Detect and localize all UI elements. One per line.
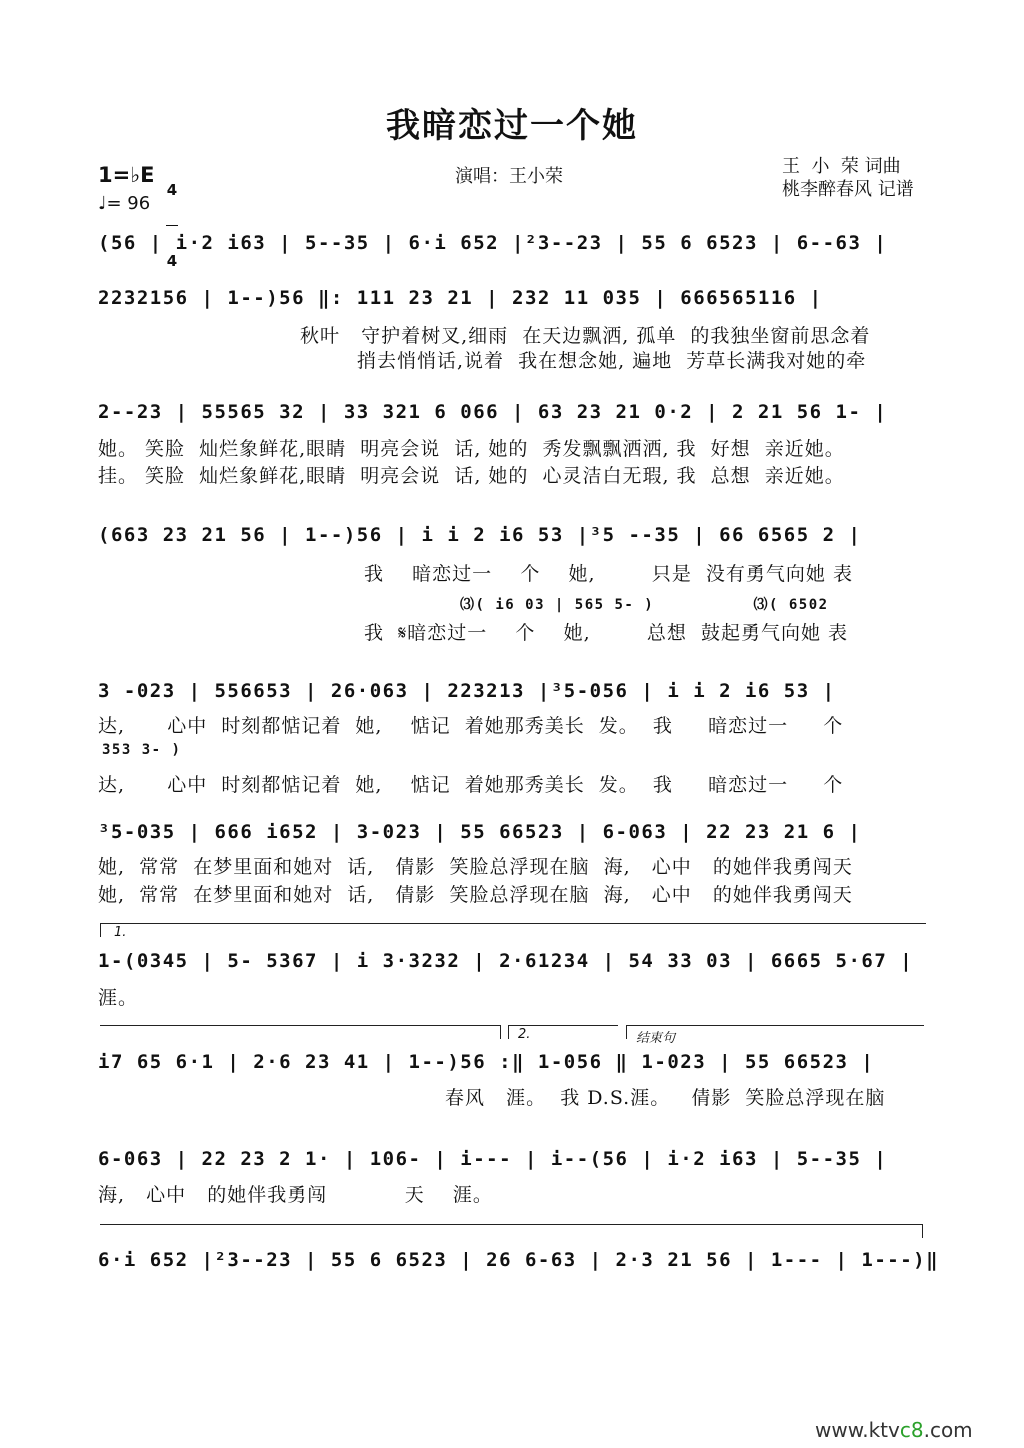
staff-line-1: (56 | i·2 i63 | 5--35 | 6·i 652 |²3--23 | 55 6 6523 | 6--63 | <box>98 232 888 254</box>
performer: 演唱：王小荣 <box>455 166 563 187</box>
volta-1-label: 1. <box>114 925 127 940</box>
lyric-line-7: 涯。 <box>98 987 139 1009</box>
staff-line-5-alt: 353 3- ) <box>102 742 182 758</box>
staff-line-4-alt: ⑶( i6 03 | 565 5- ) ⑶( 6502 <box>460 597 829 613</box>
lyric-line-3b: 挂。 笑脸 灿烂象鲜花,眼睛 明亮会说 话, 她的 心灵洁白无瑕, 我 总想 亲近她。 <box>98 465 845 487</box>
lyric-line-4a: 我 暗恋过一 个 她, 只是 没有勇气向她 表 <box>364 563 853 585</box>
staff-line-8: i7 65 6·1 | 2·6 23 41 | 1--)56 :‖ 1-056 ‖ 1-023 | 55 66523 | <box>98 1051 875 1073</box>
time-signature-top: 4 <box>166 181 178 199</box>
lyric-line-3a: 她。 笑脸 灿烂象鲜花,眼睛 明亮会说 话, 她的 秀发飘飘洒洒, 我 好想 亲近她。 <box>98 438 845 460</box>
lyric-line-5a: 达, 心中 时刻都惦记着 她, 惦记 着她那秀美长 发。 我 暗恋过一 个 <box>98 715 844 737</box>
staff-line-5: 3 -023 | 556653 | 26·063 | 223213 |³5-056 | i i 2 i6 53 | <box>98 680 836 702</box>
staff-line-3: 2--23 | 55565 32 | 33 321 6 066 | 63 23 21 0·2 | 2 21 56 1- | <box>98 401 888 423</box>
volta-2-bracket <box>508 1025 618 1026</box>
lyric-line-8: 春风 涯。 我 D.S.涯。 倩影 笑脸总浮现在脑 <box>445 1087 886 1109</box>
composer-credit: 王 小 荣 词曲 <box>782 156 901 177</box>
lyric-line-6a: 她, 常常 在梦里面和她对 话, 倩影 笑脸总浮现在脑 海, 心中 的她伴我勇闯天 <box>98 856 853 878</box>
watermark-suffix: .com <box>923 1418 973 1442</box>
staff-line-7: 1-(0345 | 5- 5367 | i 3·3232 | 2·61234 | 54 33 03 | 6665 5·67 | <box>98 950 914 972</box>
lyric-line-4b: 我 𝄋暗恋过一 个 她, 总想 鼓起勇气向她 表 <box>364 622 849 644</box>
lyric-line-6b: 她, 常常 在梦里面和她对 话, 倩影 笑脸总浮现在脑 海, 心中 的她伴我勇闯天 <box>98 884 853 906</box>
volta-1-continuation-end <box>500 1025 501 1039</box>
page-title: 我暗恋过一个她 <box>386 106 638 146</box>
volta-1-continuation <box>100 1025 500 1026</box>
staff-line-4: (663 23 21 56 | 1--)56 | i i 2 i6 53 |³5 --35 | 66 6565 2 | <box>98 524 862 546</box>
volta-2-bracket-start <box>508 1025 509 1039</box>
coda-bracket <box>626 1025 924 1026</box>
volta-1-bracket <box>100 923 926 924</box>
staff-line-10: 6·i 652 |²3--23 | 55 6 6523 | 26 6-63 | 2·3 21 56 | 1--- | 1---)‖ <box>98 1249 940 1271</box>
coda-bracket-start <box>626 1025 627 1039</box>
coda-label: 结束句 <box>636 1031 676 1046</box>
volta-2-label: 2. <box>518 1027 531 1042</box>
lyric-line-9: 海, 心中 的她伴我勇闯 天 涯。 <box>98 1184 493 1206</box>
final-bracket <box>100 1224 922 1225</box>
watermark-prefix: www.ktv <box>815 1418 900 1442</box>
watermark <box>815 1418 973 1442</box>
staff-line-9: 6-063 | 22 23 2 1· | 106- | i--- | i--(56 | i·2 i63 | 5--35 | <box>98 1148 888 1170</box>
staff-line-6: ³5-035 | 666 i652 | 3-023 | 55 66523 | 6-063 | 22 23 21 6 | <box>98 821 862 843</box>
time-signature-bottom: 4 <box>166 252 178 270</box>
transcriber-credit: 桃李醉春风 记谱 <box>782 179 914 200</box>
volta-1-bracket-end <box>100 923 101 937</box>
watermark-c8: c8 <box>899 1418 924 1442</box>
tempo: ♩= 96 <box>98 193 151 214</box>
key-signature: 1=♭E <box>98 163 155 187</box>
time-signature <box>166 155 178 282</box>
lyric-line-5b: 达, 心中 时刻都惦记着 她, 惦记 着她那秀美长 发。 我 暗恋过一 个 <box>98 774 844 796</box>
lyric-line-2b: 捎去悄悄话,说着 我在想念她, 遍地 芳草长满我对她的牵 <box>357 350 867 372</box>
final-bracket-end <box>922 1224 923 1238</box>
staff-line-2: 2232156 | 1--)56 ‖: 111 23 21 | 232 11 035 | 666565116 | <box>98 287 823 309</box>
lyric-line-2a: 秋叶 守护着树叉,细雨 在天边飘洒, 孤单 的我独坐窗前思念着 <box>300 325 871 347</box>
